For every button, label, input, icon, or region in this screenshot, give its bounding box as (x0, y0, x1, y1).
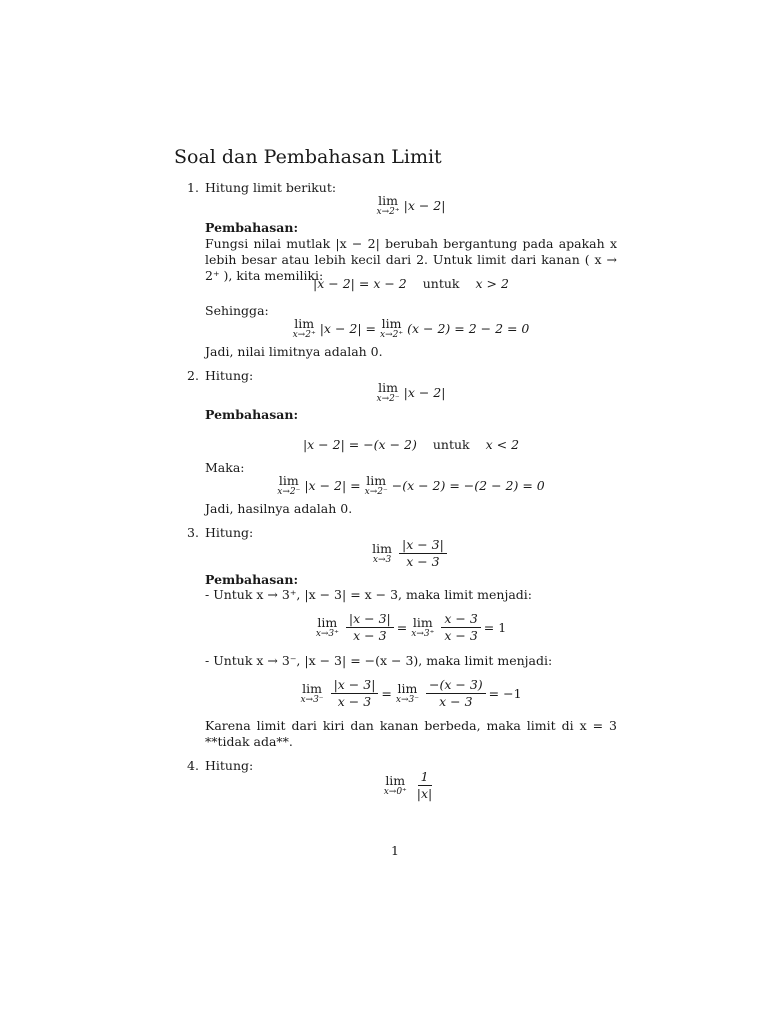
left-case-text: - Untuk x → 3⁻, |x − 3| = −(x − 3), maka limit menjadi: (205, 653, 553, 668)
item-prompt: Hitung: (205, 525, 254, 540)
item-number: 4. (187, 758, 199, 773)
connector: Sehingga: (205, 303, 269, 318)
solution-label: Pembahasan: (205, 407, 299, 422)
solution-label: Pembahasan: (205, 220, 299, 235)
connector: Maka: (205, 460, 245, 475)
item-prompt: Hitung: (205, 758, 254, 773)
item-prompt: Hitung limit berikut: (205, 180, 337, 195)
lim-operator: lim x→2⁺ (376, 193, 400, 217)
item-prompt: Hitung: (205, 368, 254, 383)
item-number: 3. (187, 525, 199, 540)
problem-equation: lim x→2⁻ |x − 2| (376, 380, 446, 404)
case-equation: |x − 2| = x − 2 untuk x > 2 (313, 276, 509, 291)
page-number: 1 (391, 843, 399, 858)
item-number: 1. (187, 180, 199, 195)
problem-equation (205, 194, 617, 217)
right-limit-equation: lim x→3⁺ $\frac{|x - 3|}{x - 3}$ = lim x→3⁺ $\frac{x - 3}{x - 3}$ = 1 (315, 611, 507, 643)
problem-equation: lim x→0⁺ $\frac{1}{|x|}$ (383, 769, 433, 801)
case-equation: |x − 2| = −(x − 2) untuk x < 2 (302, 437, 520, 452)
solution-label: Pembahasan: (205, 572, 299, 587)
problem-equation: lim x→3 $\frac{|x - 3|}{x - 3}$ (205, 538, 617, 569)
conclusion: Jadi, nilai limitnya adalah 0. (205, 344, 383, 359)
result-equation: lim x→2⁺ |x − 2| = lim x→2⁺ (x − 2) = 2 − 2 = 0 (292, 316, 530, 340)
result-equation: lim x→2⁻ |x − 2| = lim x→2⁻ −(x − 2) = −(2 − 2) = 0 (277, 473, 545, 497)
conclusion: Jadi, hasilnya adalah 0. (205, 501, 353, 516)
left-limit-equation: lim x→3⁻ $\frac{|x - 3|}{x - 3}$ = lim x→3⁻ $\frac{-(x - 3)}{x - 3}$ = −1 (300, 677, 522, 709)
item-number: 2. (187, 368, 199, 383)
fraction: $\frac{|x - 3|}{x - 3}$ (399, 538, 447, 569)
expression: |x − 2| (403, 197, 446, 213)
right-case-text: - Untuk x → 3⁺, |x − 3| = x − 3, maka limit menjadi: (205, 587, 532, 602)
page-title: Soal dan Pembahasan Limit (174, 146, 442, 168)
conclusion: Karena limit dari kiri dan kanan berbeda, maka limit di x = 3 **tidak ada**. (205, 718, 617, 749)
explanation: Fungsi nilai mutlak |x − 2| berubah bergantung pada apakah x lebih besar atau lebih kecil dari 2. Untuk limit dari kanan ( x → 2⁺ ), kita memiliki: (205, 236, 617, 283)
